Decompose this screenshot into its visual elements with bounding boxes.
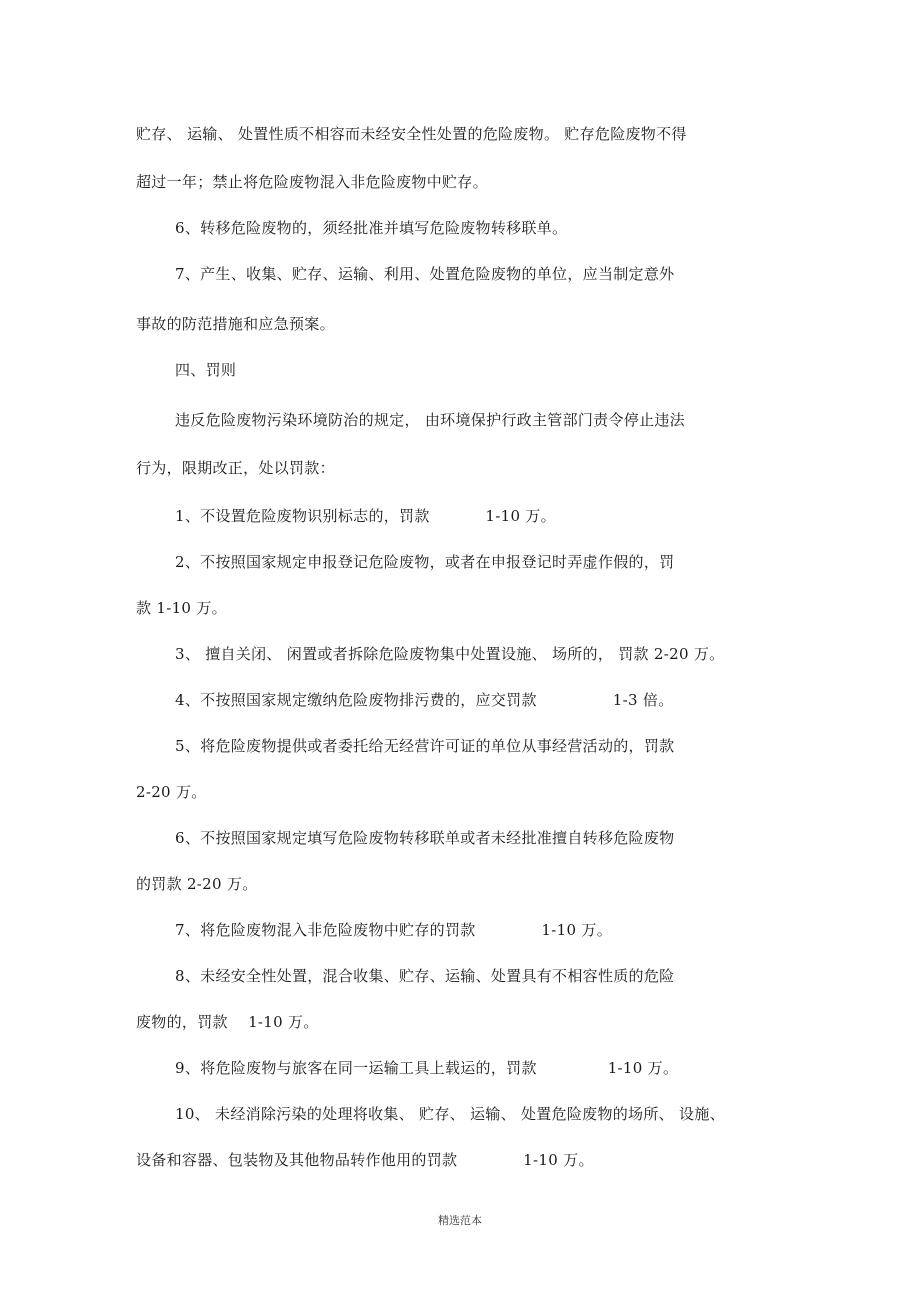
text-line-23: 设备和容器、包装物及其他物品转作他用的罚款 1-10 万。 bbox=[136, 1151, 594, 1169]
text-line-1: 贮存、 运输、 处置性质不相容而未经安全性处置的危险废物。 贮存危险废物不得 bbox=[136, 125, 687, 143]
text-line-2: 超过一年；禁止将危险废物混入非危险废物中贮存。 bbox=[136, 173, 488, 191]
text-line-13: 4、不按照国家规定缴纳危险废物排污费的，应交罚款 1-3 倍。 bbox=[175, 691, 674, 709]
text-line-10: 2、不按照国家规定申报登记危险废物，或者在申报登记时弄虚作假的，罚 bbox=[175, 553, 675, 571]
text-line-22: 10、 未经消除污染的处理将收集、 贮存、 运输、 处置危险废物的场所、 设施、 bbox=[175, 1105, 725, 1123]
text-line-18: 7、将危险废物混入非危险废物中贮存的罚款 1-10 万。 bbox=[175, 921, 612, 939]
text-line-4: 7、产生、收集、贮存、运输、利用、处置危险废物的单位，应当制定意外 bbox=[175, 265, 675, 283]
text-line-11: 款 1-10 万。 bbox=[136, 599, 227, 617]
text-line-3: 6、转移危险废物的，须经批准并填写危险废物转移联单。 bbox=[175, 219, 568, 237]
text-line-15: 2-20 万。 bbox=[136, 783, 207, 801]
text-line-16: 6、不按照国家规定填写危险废物转移联单或者未经批准擅自转移危险废物 bbox=[175, 829, 675, 847]
text-line-8: 行为，限期改正，处以罚款： bbox=[136, 459, 335, 477]
page-footer: 精选范本 bbox=[438, 1214, 482, 1227]
text-line-12: 3、 擅自关闭、 闲置或者拆除危险废物集中处置设施、 场所的， 罚款 2-20 万。 bbox=[175, 645, 725, 663]
text-line-9: 1、不设置危险废物识别标志的，罚款 1-10 万。 bbox=[175, 507, 556, 525]
text-line-19: 8、未经安全性处置，混合收集、贮存、运输、处置具有不相容性质的危险 bbox=[175, 967, 675, 985]
text-line-21: 9、将危险废物与旅客在同一运输工具上载运的，罚款 1-10 万。 bbox=[175, 1059, 679, 1077]
text-line-5: 事故的防范措施和应急预案。 bbox=[136, 315, 335, 333]
text-line-7: 违反危险废物污染环境防治的规定， 由环境保护行政主管部门责令停止违法 bbox=[175, 411, 685, 429]
text-line-20: 废物的，罚款 1-10 万。 bbox=[136, 1013, 319, 1031]
text-line-17: 的罚款 2-20 万。 bbox=[136, 875, 258, 893]
text-line-14: 5、将危险废物提供或者委托给无经营许可证的单位从事经营活动的，罚款 bbox=[175, 737, 675, 755]
section-heading-penalties: 四、罚则 bbox=[175, 361, 237, 379]
